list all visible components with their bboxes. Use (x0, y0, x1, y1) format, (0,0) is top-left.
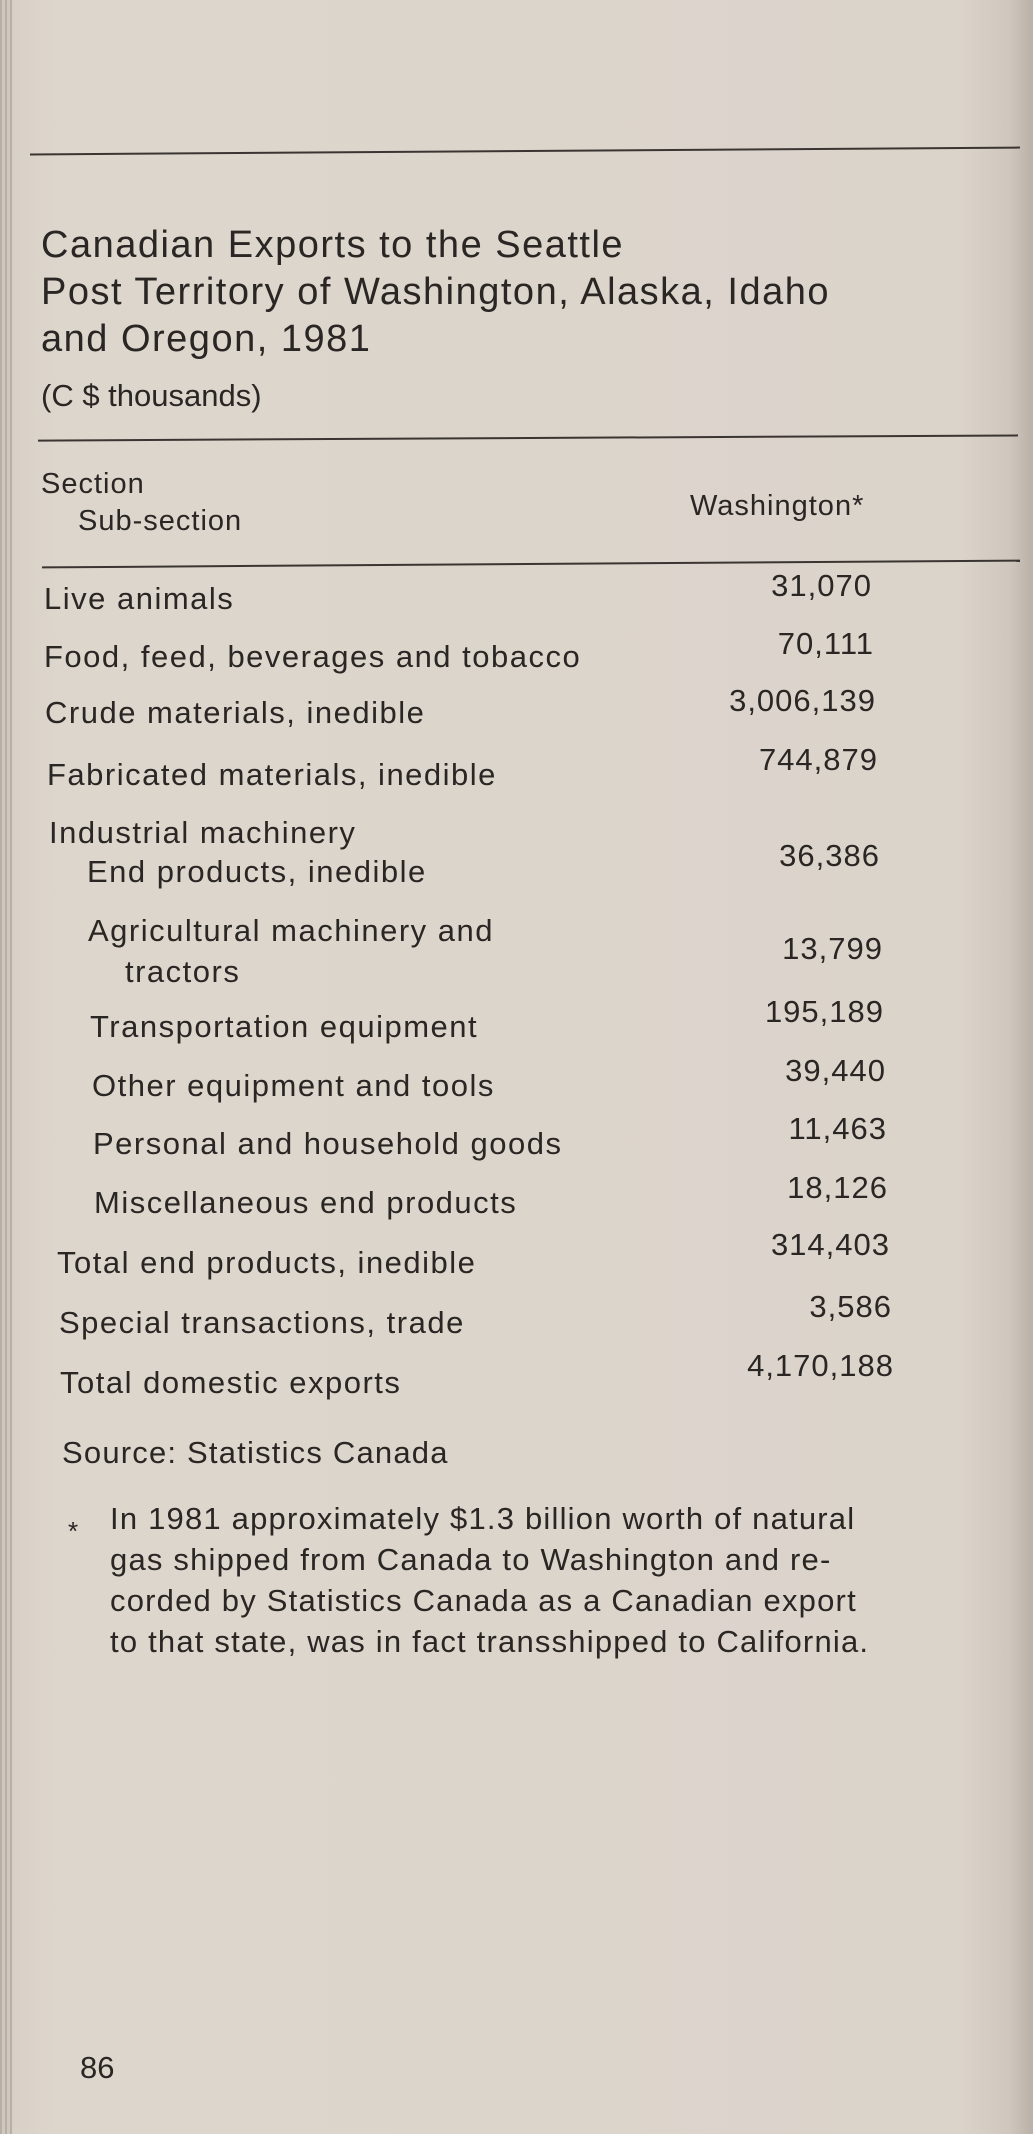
header-section: Section (41, 468, 145, 500)
row-label: Transportation equipment (90, 1009, 479, 1044)
row-value: 3,006,139 (729, 683, 876, 718)
row-value: 18,126 (787, 1170, 888, 1205)
row-value: 31,070 (771, 568, 872, 603)
row-label: End products, inedible (87, 854, 427, 889)
header-rule (42, 560, 1020, 569)
row-label: Special transactions, trade (59, 1305, 465, 1340)
title-rule (38, 434, 1018, 441)
units-label: (C $ thousands) (41, 378, 262, 413)
top-rule (30, 147, 1020, 156)
row-value: 11,463 (788, 1111, 887, 1146)
footnote-line: In 1981 approximately $1.3 billion worth of natural (110, 1501, 856, 1536)
header-subsection: Sub-section (78, 505, 243, 537)
row-label: Total end products, inedible (57, 1245, 477, 1280)
footnote-line: to that state, was in fact transshipped to California. (110, 1624, 870, 1659)
row-value: 39,440 (785, 1053, 886, 1088)
row-value: 3,586 (809, 1289, 892, 1324)
page-number: 86 (80, 2050, 115, 2085)
table-title (41, 222, 830, 363)
row-value: 744,879 (758, 742, 878, 777)
row-label: Agricultural machinery and (88, 913, 495, 948)
row-value: 195,189 (764, 994, 884, 1029)
row-label: Live animals (44, 581, 235, 616)
title-line: Post Territory of Washington, Alaska, Idaho (41, 271, 830, 313)
footnote-marker: * (68, 1516, 79, 1546)
row-label: Industrial machinery (49, 815, 357, 850)
footnote (110, 1498, 990, 1662)
row-label: Crude materials, inedible (45, 695, 426, 730)
row-value: 13,799 (782, 931, 883, 966)
row-label: tractors (125, 954, 241, 989)
book-spine-edge (0, 0, 12, 2134)
row-value: 4,170,188 (747, 1348, 894, 1383)
title-line: Canadian Exports to the Seattle (41, 224, 625, 266)
row-value: 70,111 (777, 626, 874, 661)
footnote-line: corded by Statistics Canada as a Canadian export (110, 1583, 857, 1618)
row-value: 36,386 (779, 838, 880, 873)
row-label: Food, feed, beverages and tobacco (44, 639, 582, 674)
row-value: 314,403 (770, 1227, 890, 1262)
row-label: Total domestic exports (60, 1365, 402, 1400)
title-line: and Oregon, 1981 (41, 318, 372, 360)
row-label: Fabricated materials, inedible (47, 757, 497, 792)
row-label: Personal and household goods (93, 1126, 563, 1161)
header-washington: Washington* (690, 490, 865, 522)
footnote-line: gas shipped from Canada to Washington and re- (110, 1542, 832, 1577)
source-note: Source: Statistics Canada (62, 1435, 449, 1470)
row-label: Other equipment and tools (92, 1068, 495, 1103)
row-label: Miscellaneous end products (94, 1185, 518, 1220)
